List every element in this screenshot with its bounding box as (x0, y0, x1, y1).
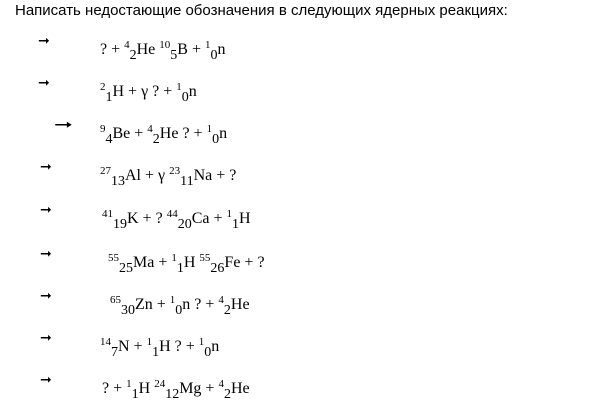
mass-number: 1 (171, 252, 177, 264)
mass-number: 1 (169, 294, 176, 306)
arrow-icon: ➞ (40, 288, 52, 304)
atomic-number: 30 (121, 302, 135, 318)
mass-number: 10 (159, 39, 171, 51)
mass-number: 1 (204, 39, 211, 51)
mass-number: 1 (126, 378, 132, 390)
equation-text: Be + (112, 125, 148, 143)
mass-number: 1 (226, 208, 232, 220)
equation-text: ? + (102, 380, 127, 398)
atomic-number: 13 (111, 173, 125, 189)
mass-number: 55 (108, 252, 119, 264)
atomic-number: 7 (111, 344, 118, 360)
mass-number: 55 (199, 252, 211, 264)
arrow-icon: ➞ (38, 75, 50, 91)
arrow-icon: ➞ (40, 202, 52, 218)
equation-text: He (136, 41, 160, 59)
reaction-1 (100, 40, 225, 63)
mass-number: 27 (100, 165, 111, 177)
atomic-number: 0 (212, 131, 220, 147)
atomic-number: 1 (176, 260, 184, 276)
reaction-8 (100, 337, 219, 360)
mass-number: 2 (100, 81, 106, 93)
atomic-number: 11 (180, 173, 194, 189)
atomic-number: 4 (105, 131, 113, 147)
mass-number: 1 (206, 123, 213, 135)
equation-text: K + ? (127, 210, 167, 228)
reaction-5 (102, 209, 251, 232)
atomic-number: 1 (131, 386, 139, 402)
equation-text: H + γ ? + (112, 83, 177, 101)
arrow-icon: ➞ (40, 330, 52, 346)
atomic-number: 2 (129, 47, 137, 63)
equation-text: Ca + (191, 210, 227, 228)
arrow-icon: ➞ (40, 246, 52, 262)
equation-text: N + (118, 338, 147, 356)
mass-number: 14 (100, 336, 111, 348)
mass-number: 1 (146, 336, 153, 348)
equation-text: H (183, 254, 200, 272)
equation-text: Ma + (133, 254, 172, 272)
mass-number: 4 (218, 294, 224, 306)
atomic-number: 1 (105, 89, 113, 105)
mass-number: 9 (100, 123, 106, 135)
atomic-number: 1 (152, 344, 160, 360)
atomic-number: 19 (113, 216, 127, 232)
atomic-number: 20 (177, 216, 192, 232)
mass-number: 23 (169, 165, 181, 177)
arrow-icon: ➞ (40, 159, 52, 175)
reaction-4 (100, 166, 236, 189)
mass-number: 1 (198, 336, 205, 348)
equation-text: n (217, 41, 226, 59)
equation-text: Zn + (135, 296, 170, 314)
atomic-number: 0 (210, 47, 218, 63)
equation-text: B + (177, 41, 205, 59)
equation-text: Fe + ? (224, 254, 265, 272)
arrow-icon: ➞ (38, 33, 50, 49)
reaction-7 (110, 295, 250, 318)
equation-text: H (138, 380, 155, 398)
equation-text: Mg + (179, 380, 219, 398)
equation-text: n (211, 338, 220, 356)
mass-number: 24 (154, 378, 166, 390)
equation-text: H (238, 210, 251, 228)
arrow-icon: ➞ (40, 372, 52, 388)
atomic-number: 5 (170, 47, 178, 63)
reaction-3 (100, 124, 227, 147)
atomic-number: 2 (152, 131, 160, 147)
equation-text: n (188, 83, 197, 101)
atomic-number: 0 (175, 302, 183, 318)
page-title: Написать недостающие обозначения в следующих ядерных реакциях: (15, 2, 508, 19)
mass-number: 4 (147, 123, 153, 135)
mass-number: 1 (176, 81, 182, 93)
equation-text: He (230, 296, 250, 314)
atomic-number: 26 (210, 260, 225, 276)
equation-text: Na + ? (193, 167, 237, 185)
atomic-number: 0 (204, 344, 212, 360)
arrow-icon: ➞ (54, 117, 73, 133)
equation-text: ? + (100, 41, 125, 59)
equation-text: He (230, 380, 250, 398)
equation-text: He ? + (159, 125, 207, 143)
mass-number: 4 (124, 39, 130, 51)
atomic-number: 2 (223, 302, 231, 318)
atomic-number: 12 (165, 386, 180, 402)
mass-number: 4 (218, 378, 224, 390)
mass-number: 44 (166, 208, 178, 220)
atomic-number: 1 (231, 216, 239, 232)
equation-text: Al + γ (125, 167, 170, 185)
mass-number: 41 (102, 208, 113, 220)
reaction-2 (100, 82, 197, 105)
reaction-9 (102, 379, 250, 402)
equation-text: n ? + (182, 296, 219, 314)
atomic-number: 2 (223, 386, 231, 402)
equation-text: H ? + (159, 338, 199, 356)
atomic-number: 25 (119, 260, 133, 276)
atomic-number: 0 (181, 89, 189, 105)
equation-text: n (219, 125, 228, 143)
mass-number: 65 (110, 294, 121, 306)
reaction-6 (108, 253, 265, 276)
